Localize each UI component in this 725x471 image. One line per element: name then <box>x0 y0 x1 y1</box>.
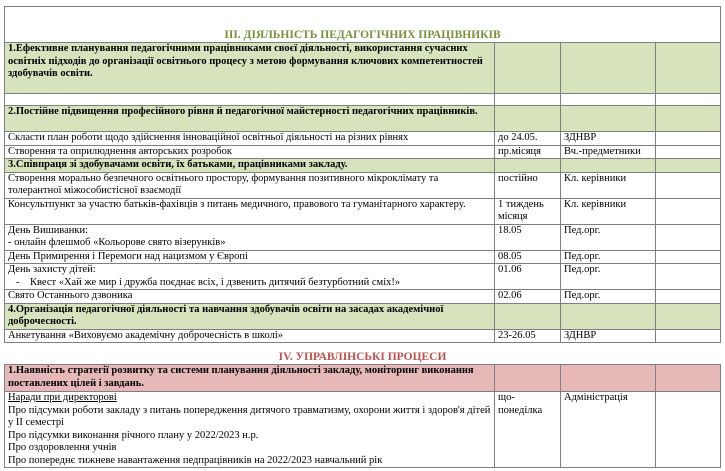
group-heading: 1.Ефективне планування педагогічними працівниками своєї діяльності, використання сучасних освітніх підходів до організації освітнього процесу з метою формування ключових компетентностей здобувачів освіти. <box>5 43 495 94</box>
event-subitem: - онлайн флешмоб «Кольорове свято візерунків» <box>8 237 226 248</box>
date-cell: 23-26.05 <box>495 329 561 343</box>
table-row <box>5 250 721 264</box>
meeting-cell <box>5 392 495 468</box>
date-cell: 02.06 <box>495 290 561 304</box>
task-cell <box>5 264 495 290</box>
date-cell: до 24.05. <box>495 132 561 146</box>
task-cell <box>5 224 495 250</box>
plan-table <box>4 6 721 468</box>
group-heading-row <box>5 106 721 132</box>
table-row <box>5 290 721 304</box>
task-cell: Створення та оприлюднення авторських розробок <box>5 145 495 159</box>
meeting-item: Про попереднє тижневе навантаження педпрацівників на 2022/2023 навчальний рік <box>8 454 383 466</box>
group-heading: 2.Постійне підвищення професійного рівня й педагогічної майстерності педагогічних працівників. <box>5 106 495 132</box>
event-title: День Вишиванки: <box>8 224 89 236</box>
responsible-cell: Адміністрація <box>561 392 656 468</box>
responsible-cell: Кл. керівники <box>561 172 656 198</box>
responsible-cell: ЗДНВР <box>561 329 656 343</box>
group-heading-row <box>5 303 721 329</box>
meeting-title: Наради при директорові <box>8 392 117 403</box>
responsible-cell: Пед.орг. <box>561 224 656 250</box>
table-row <box>5 329 721 343</box>
date-cell: що-понеділка <box>495 392 561 468</box>
date-cell: постійно <box>495 172 561 198</box>
meeting-item: Про підсумки виконання річного плану у 2022/2023 н.р. <box>8 429 259 441</box>
group-heading-row <box>5 43 721 94</box>
meeting-item: Про оздоровлення учнів <box>8 442 117 453</box>
plan-document <box>4 6 720 468</box>
event-bullet-list <box>8 277 491 290</box>
date-cell: 1 тиждень місяця <box>495 198 561 224</box>
table-row <box>5 132 721 146</box>
section-4-title: IV. УПРАВЛІНСЬКІ ПРОЦЕСИ <box>278 350 447 363</box>
date-cell: 01.06 <box>495 264 561 290</box>
task-cell: Анкетування «Виховуємо академічну доброчесність в школі» <box>5 329 495 343</box>
event-bullet-item: - Квест «Хай же мир і дружба поєднає всіх, і дзвенить дитячий безтурботний сміх!» <box>30 277 491 290</box>
event-title: День захисту дітей: <box>8 264 96 275</box>
group-heading-row <box>5 365 721 392</box>
responsible-cell: Вч.-предметники <box>561 145 656 159</box>
task-cell: Свято Останнього дзвоника <box>5 290 495 304</box>
blank-row <box>5 94 721 106</box>
table-row <box>5 264 721 290</box>
group-heading-row <box>5 159 721 173</box>
date-cell: 08.05 <box>495 250 561 264</box>
responsible-cell: Пед.орг. <box>561 250 656 264</box>
table-row <box>5 224 721 250</box>
task-cell: Консультпункт за участю батьків-фахівців з питань медичного, правового та гуманітарного характеру. <box>5 198 495 224</box>
task-cell: День Примирення і Перемоги над нацизмом у Європі <box>5 250 495 264</box>
group-heading: 1.Наявність стратегії розвитку та системи планування діяльності закладу, моніторинг виконання поставлених цілей і завдань. <box>5 365 495 392</box>
meeting-item: Про підсумки роботи закладу з питань попередження дитячого травматизму, охорони життя і здоров'я дітей у ІІ семестрі <box>8 404 491 428</box>
group-heading: 4.Організація педагогічної діяльності та навчання здобувачів освіти на засадах академічної доброчесності. <box>5 303 495 329</box>
table-row <box>5 198 721 224</box>
section-4-title-row <box>5 343 721 365</box>
date-cell: пр.місяця <box>495 145 561 159</box>
responsible-cell: Пед.орг. <box>561 290 656 304</box>
date-cell: 18.05 <box>495 224 561 250</box>
table-row <box>5 172 721 198</box>
table-row <box>5 145 721 159</box>
responsible-cell: Пед.орг. <box>561 264 656 290</box>
task-cell: Скласти план роботи щодо здійснення інноваційної освітньої діяльності на різних рівнях <box>5 132 495 146</box>
section-3-title-row <box>5 7 721 43</box>
group-heading: 3.Співпраця зі здобувачами освіти, їх батьками, працівниками закладу. <box>5 159 495 173</box>
responsible-cell: ЗДНВР <box>561 132 656 146</box>
responsible-cell: Кл. керівники <box>561 198 656 224</box>
task-cell: Створення морально безпечного освітнього простору, формування позитивного мікроклімату та толерантної міжособистісної взаємодії <box>5 172 495 198</box>
table-row <box>5 392 721 468</box>
section-3-title: ІІІ. ДІЯЛЬНІСТЬ ПЕДАГОГІЧНИХ ПРАЦІВНИКІВ <box>5 7 721 43</box>
